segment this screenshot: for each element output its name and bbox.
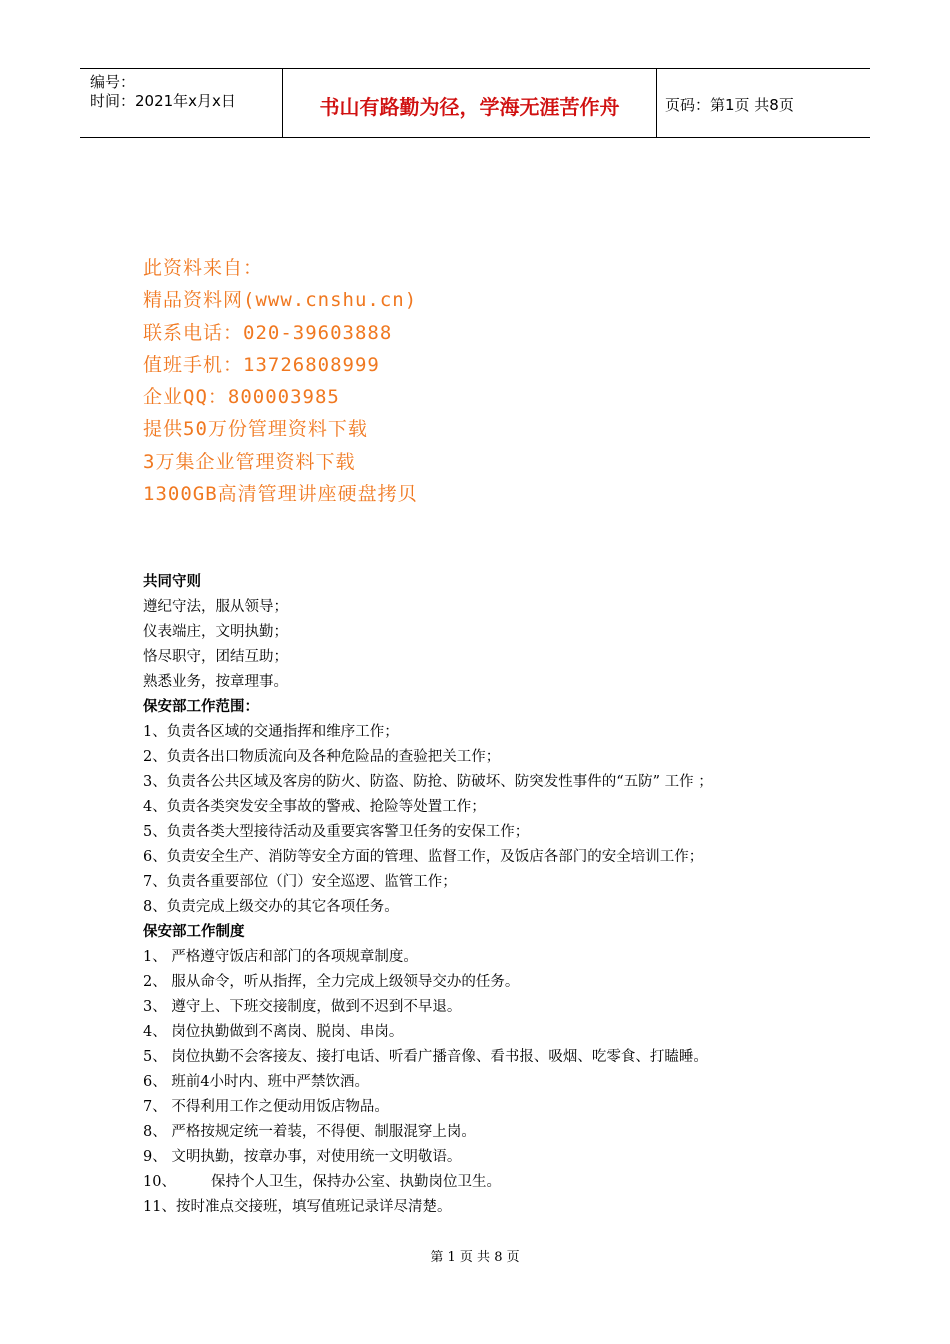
list-item: 8、负责完成上级交办的其它各项任务。: [143, 899, 399, 915]
list-item-10: [143, 1170, 843, 1195]
list-item: 6、 班前4小时内、班中严禁饮酒。: [143, 1074, 370, 1090]
list-item: 5、负责各类大型接待活动及重要宾客警卫任务的安保工作；: [143, 824, 530, 840]
list-item: 仪表端庄，文明执勤；: [143, 624, 288, 640]
section-title-scope: 保安部工作范围：: [143, 699, 259, 715]
ad-line: 此资料来自：: [143, 257, 264, 279]
ad-line: 精品资料网(www.cnshu.cn): [143, 289, 418, 312]
list-item: 11、按时准点交接班，填写值班记录详尽清楚。: [143, 1199, 452, 1215]
list-item: 2、负责各出口物质流向及各种危险品的查验把关工作；: [143, 749, 501, 765]
page-footer: 第 1 页 共 8 页: [430, 1250, 520, 1265]
list-item-text: 保持个人卫生，保持办公室、执勤岗位卫生。: [211, 1174, 501, 1190]
number-label: 编号：: [90, 73, 136, 91]
document-header: [80, 68, 870, 138]
list-item: 恪尽职守，团结互助；: [143, 649, 288, 665]
ad-line: 值班手机：13726808999: [143, 353, 380, 376]
ad-line: 企业QQ：800003985: [143, 386, 340, 409]
section-title-rules: 保安部工作制度: [143, 924, 245, 940]
list-item-number: 10、: [143, 1174, 176, 1190]
header-page-cell: [657, 69, 870, 137]
list-item: 6、负责安全生产、消防等安全方面的管理、监督工作，及饭店各部门的安全培训工作；: [143, 849, 704, 865]
list-item: 7、负责各重要部位（门）安全巡逻、监管工作；: [143, 874, 457, 890]
list-item: 9、 文明执勤，按章办事，对使用统一文明敬语。: [143, 1149, 462, 1165]
list-item: 8、 严格按规定统一着装，不得便、制服混穿上岗。: [143, 1124, 476, 1140]
list-item: 1、 严格遵守饭店和部门的各项规章制度。: [143, 949, 418, 965]
list-item: 2、 服从命令，听从指挥，全力完成上级领导交办的任务。: [143, 974, 520, 990]
ad-line: 联系电话：020-39603888: [143, 321, 393, 344]
list-item: 5、 岗位执勤不会客接友、接打电话、听看广播音像、看书报、吸烟、吃零食、打瞌睡。: [143, 1049, 708, 1065]
section-title-common: 共同守则: [143, 574, 201, 590]
header-motto-cell: [283, 69, 657, 137]
time-label: 时间：2021年x月x日: [90, 92, 236, 110]
header-meta-cell: [80, 69, 283, 137]
ad-line: 提供50万份管理资料下载: [143, 418, 368, 441]
list-item: 熟悉业务，按章理事。: [143, 674, 288, 690]
ad-block: [143, 254, 418, 512]
list-item: 1、负责各区域的交通指挥和维序工作；: [143, 724, 399, 740]
list-item: 7、 不得利用工作之便动用饭店物品。: [143, 1099, 389, 1115]
list-item: 4、负责各类突发安全事故的警戒、抢险等处置工作；: [143, 799, 486, 815]
list-item: 遵纪守法，服从领导；: [143, 599, 288, 615]
ad-line: 3万集企业管理资料下载: [143, 450, 356, 473]
list-item: 3、负责各公共区域及客房的防火、防盗、防抢、防破坏、防突发性事件的“五防” 工作 ；: [143, 774, 713, 790]
page-info: 页码：第1页 共8页: [665, 96, 794, 114]
list-item: 4、 岗位执勤做到不离岗、脱岗、串岗。: [143, 1024, 404, 1040]
motto: 书山有路勤为径，学海无涯苦作舟: [319, 95, 620, 119]
ad-line: 1300GB高清管理讲座硬盘拷贝: [143, 483, 418, 506]
document-body: [143, 570, 843, 1220]
list-item: 3、 遵守上、下班交接制度，做到不迟到不早退。: [143, 999, 462, 1015]
